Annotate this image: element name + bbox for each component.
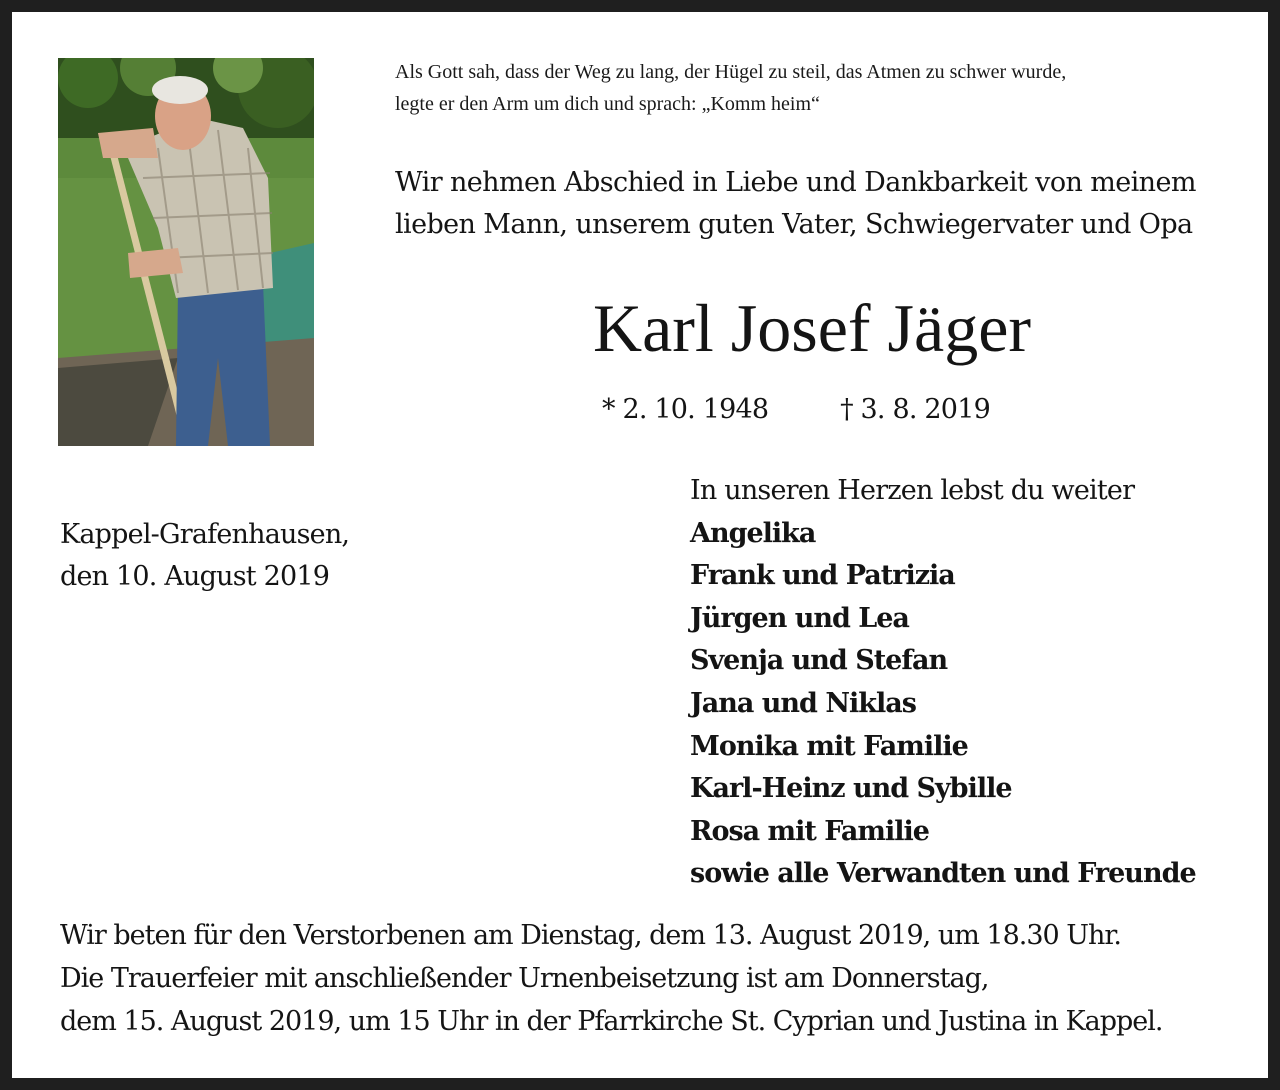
intro-line: Wir nehmen Abschied in Liebe und Dankbarkeit von meinem [395,167,1196,198]
date-line: den 10. August 2019 [60,561,330,592]
mourner-entry: Svenja und Stefan [690,645,948,677]
place-line: Kappel-Grafenhausen, [60,519,350,550]
obituary-card [12,12,1268,1078]
service-line: Wir beten für den Verstorbenen am Dienstag, dem 13. August 2019, um 18.30 Uhr. [60,920,1121,951]
portrait-photo [58,58,314,446]
mourner-entry: Jürgen und Lea [690,602,909,634]
mourner-entry: Karl-Heinz und Sybille [690,773,1012,805]
mourner-entry: Frank und Patrizia [690,560,955,592]
mourners-heading: In unseren Herzen lebst du weiter [690,475,1135,506]
farewell-intro [395,162,1240,246]
place-and-date [60,514,349,598]
quote-line: Als Gott sah, dass der Weg zu lang, der Hügel zu steil, das Atmen zu schwer wurde, [395,61,1067,83]
mourner-entry: sowie alle Verwandten und Freunde [690,858,1196,890]
life-dates [602,390,990,430]
mourner-entry: Monika mit Familie [690,730,968,762]
mourner-entry: Rosa mit Familie [690,815,929,847]
service-line: dem 15. August 2019, um 15 Uhr in der Pfarrkirche St. Cyprian und Justina in Kappel. [60,1006,1163,1037]
deceased-name: Karl Josef Jäger [592,290,1032,366]
quote-line: legte er den Arm um dich und sprach: „Komm heim“ [395,93,820,115]
death-date: † 3. 8. 2019 [840,394,990,425]
mourners-list [690,470,1250,896]
memorial-quote [395,56,1235,120]
mourner-entry: Angelika [690,517,816,549]
service-line: Die Trauerfeier mit anschließender Urnenbeisetzung ist am Donnerstag, [60,963,989,994]
portrait-illustration [58,58,314,446]
intro-line: lieben Mann, unserem guten Vater, Schwiegervater und Opa [395,209,1193,240]
service-details [60,914,1240,1043]
birth-date: * 2. 10. 1948 [602,394,769,425]
mourner-entry: Jana und Niklas [690,687,916,719]
